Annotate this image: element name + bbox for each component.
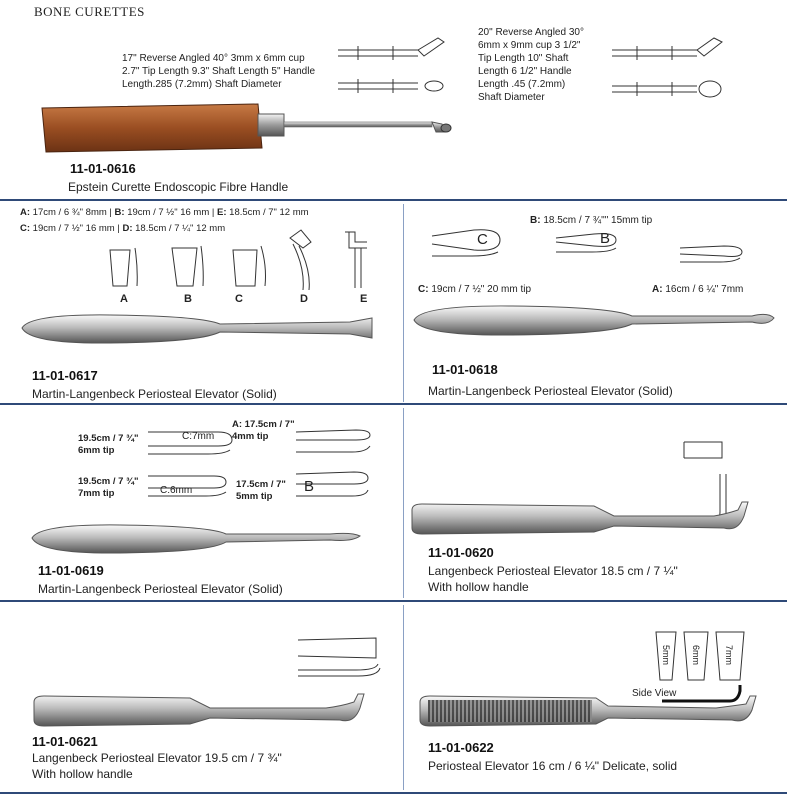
product-code-0620: 11-01-0620 (428, 545, 494, 560)
product-code-0618: 11-01-0618 (432, 362, 498, 377)
spec-line: 19.5cm / 7 ¾" (78, 433, 139, 444)
tip-size-5mm: 5mm (661, 645, 671, 665)
spec-value: 16cm / 6 ¼" 7mm (662, 284, 744, 295)
elevator-image-0619 (30, 520, 370, 560)
tip-drawings-0617 (105, 228, 405, 293)
spec-row-1 (20, 207, 309, 219)
spec-value: 19cm / 7 ½" 20 mm tip (428, 284, 532, 295)
curette-tip-drawing-right (612, 34, 742, 104)
epstein-curette-image (40, 100, 460, 160)
elevator-image-0621 (30, 692, 390, 732)
tip-label-c-0618: C (477, 231, 488, 248)
product-name-0618: Martin-Langenbeck Periosteal Elevator (Solid) (428, 384, 673, 398)
product-code-0616: 11-01-0616 (70, 161, 136, 176)
spec-line: Tip Length 10" Shaft (478, 53, 569, 64)
product-code-0622: 11-01-0622 (428, 740, 494, 755)
tip-size-7mm: 7mm (724, 645, 734, 665)
spec-key: A: (20, 207, 31, 218)
spec-4-0619 (236, 479, 286, 503)
spec-line: 19.5cm / 7 ¾" (78, 476, 139, 487)
elevator-image-0622 (416, 694, 786, 734)
elevator-image-0620 (408, 500, 768, 540)
tip-drawing-a-0618 (680, 242, 750, 272)
spec-key: C: (20, 223, 31, 234)
spec-line: A: 17.5cm / 7" (232, 419, 295, 430)
tip-drawings-0621 (296, 636, 396, 696)
spec-value: 18.5cm / 7" 12 mm (226, 207, 309, 218)
spec-value: 18.5cm / 7 ¼" 12 mm (132, 223, 226, 234)
tip-label-a: A (120, 293, 128, 305)
product-name2-0620: With hollow handle (428, 580, 529, 594)
spec-line: 17.5cm / 7" (236, 479, 286, 490)
product-name-0617: Martin-Langenbeck Periosteal Elevator (Solid) (32, 387, 277, 401)
spec-line: 2.7" Tip Length 9.3" Shaft Length 5" Handle (122, 66, 316, 77)
spec-3-0619 (232, 419, 295, 443)
elevator-image-0618 (412, 302, 782, 342)
product-code-0617: 11-01-0617 (32, 368, 98, 383)
spec-line: 6mm tip (78, 445, 115, 456)
tip-label-c: C (235, 293, 243, 305)
spec-line: 20" Reverse Angled 30° (478, 27, 584, 38)
tip-label-b-0618: B (600, 230, 611, 247)
spec-key: C: (418, 284, 429, 295)
product-name-0621: Langenbeck Periosteal Elevator 19.5 cm / 7 ¾" (32, 751, 282, 765)
spec-line: Length.285 (7.2mm) Shaft Diameter (122, 79, 282, 90)
specs-right-0616 (478, 26, 584, 104)
spec-line: Shaft Diameter (478, 92, 545, 103)
product-code-0621: 11-01-0621 (32, 734, 98, 749)
spec-line: 6mm x 9mm cup 3 1/2" (478, 40, 581, 51)
spec-line: 17" Reverse Angled 40° 3mm x 6mm cup (122, 53, 305, 64)
tip-label-d: D (300, 293, 308, 305)
spec-line: 5mm tip (236, 491, 273, 502)
column-divider (403, 408, 404, 598)
spec-line: 4mm tip (232, 431, 269, 442)
spec-2-0619 (78, 476, 139, 500)
tip-size-drawings-0622 (654, 630, 774, 690)
tip-label-b: B (184, 293, 192, 305)
spec-value: 19cm / 7 ½" 16 mm | (124, 207, 218, 218)
spec-1-0619 (78, 433, 139, 457)
elevator-image-0617 (20, 310, 400, 350)
spec-a-0618 (652, 283, 743, 296)
spec-key: D: (122, 223, 133, 234)
product-name-0620: Langenbeck Periosteal Elevator 18.5 cm / 7 ¼" (428, 564, 678, 578)
section-divider (0, 199, 787, 201)
spec-c-0618 (418, 283, 531, 296)
curette-tip-drawing-left (338, 36, 458, 106)
column-divider (403, 605, 404, 790)
spec-key: E: (217, 207, 227, 218)
product-name2-0621: With hollow handle (32, 767, 133, 781)
product-name-0622: Periosteal Elevator 16 cm / 6 ¼" Delicate, solid (428, 759, 678, 773)
page-title: BONE CURETTES (34, 4, 145, 19)
section-divider (0, 600, 787, 602)
side-view-label: Side View (632, 688, 677, 699)
spec-key: A: (652, 284, 663, 295)
tip-size-6mm: 6mm (691, 645, 701, 665)
column-divider (403, 204, 404, 402)
spec-line: 7mm tip (78, 488, 115, 499)
spec-line: Length 6 1/2" Handle (478, 66, 572, 77)
product-name-0619: Martin-Langenbeck Periosteal Elevator (Solid) (38, 582, 283, 596)
spec-value: 19cm / 7 ½" 16 mm | (30, 223, 123, 234)
tip-drawing-a-0619 (296, 420, 396, 465)
section-divider (0, 792, 787, 794)
product-code-0619: 11-01-0619 (38, 563, 104, 578)
spec-key: B: (114, 207, 125, 218)
specs-left-0616 (122, 52, 315, 91)
tip-label-b-0619: B (304, 478, 315, 495)
spec-value: 17cm / 6 ¾" 8mm | (30, 207, 115, 218)
section-divider (0, 403, 787, 405)
spec-line: Length .45 (7.2mm) (478, 79, 566, 90)
product-name-0616: Epstein Curette Endoscopic Fibre Handle (68, 180, 289, 194)
tip-label-c6: C:6mm (160, 485, 193, 496)
spec-value: 18.5cm / 7 ¾"" 15mm tip (540, 215, 653, 226)
spec-key: B: (530, 215, 541, 226)
tip-label-e: E (360, 293, 368, 305)
tip-label-c7: C:7mm (182, 431, 215, 442)
